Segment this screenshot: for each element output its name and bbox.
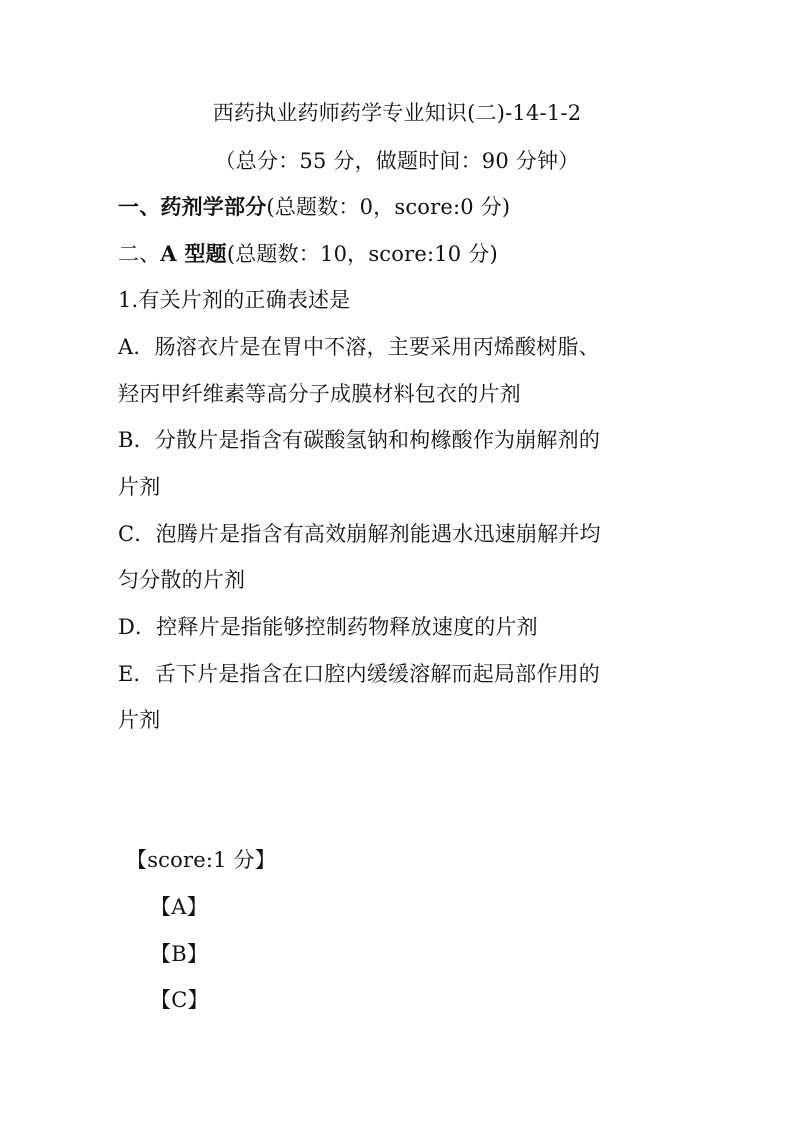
option-a-line1: A．肠溶衣片是在胃中不溶，主要采用丙烯酸树脂、 bbox=[118, 335, 600, 359]
question-stem: 1.有关片剂的正确表述是 bbox=[118, 288, 351, 312]
answer-choice-b[interactable]: 【B】 bbox=[150, 942, 209, 966]
section-meta: (总题数：0，score:0 分) bbox=[266, 195, 511, 219]
section-name: A 型题 bbox=[160, 241, 227, 266]
option-e-line2: 片剂 bbox=[118, 708, 161, 732]
option-d-line1: D．控释片是指能够控制药物释放速度的片剂 bbox=[118, 615, 538, 639]
answer-choice-c[interactable]: 【C】 bbox=[150, 988, 209, 1012]
document-title: 西药执业药师药学专业知识(二)-14-1-2 bbox=[212, 101, 582, 125]
section-heading-pharmaceutics bbox=[118, 193, 510, 221]
option-c-line1: C．泡腾片是指含有高效崩解剂能遇水迅速崩解并均 bbox=[118, 522, 601, 546]
section-meta: (总题数：10，score:10 分) bbox=[226, 242, 498, 266]
question-score: 【score:1 分】 bbox=[126, 848, 276, 872]
section-prefix: 一、 bbox=[118, 194, 161, 219]
section-heading-a-type bbox=[118, 240, 498, 268]
option-e-line1: E．舌下片是指含在口腔内缓缓溶解而起局部作用的 bbox=[118, 662, 600, 686]
option-b-line1: B．分散片是指含有碳酸氢钠和枸橼酸作为崩解剂的 bbox=[118, 428, 601, 452]
option-a-line2: 羟丙甲纤维素等高分子成膜材料包衣的片剂 bbox=[118, 382, 521, 406]
option-c-line2: 匀分散的片剂 bbox=[118, 568, 246, 592]
document-subtitle: （总分：55 分，做题时间：90 分钟） bbox=[214, 149, 580, 173]
section-name: 药剂学部分 bbox=[160, 194, 267, 219]
section-prefix: 二、 bbox=[118, 242, 161, 266]
answer-choice-a[interactable]: 【A】 bbox=[150, 895, 208, 919]
option-b-line2: 片剂 bbox=[118, 475, 161, 499]
